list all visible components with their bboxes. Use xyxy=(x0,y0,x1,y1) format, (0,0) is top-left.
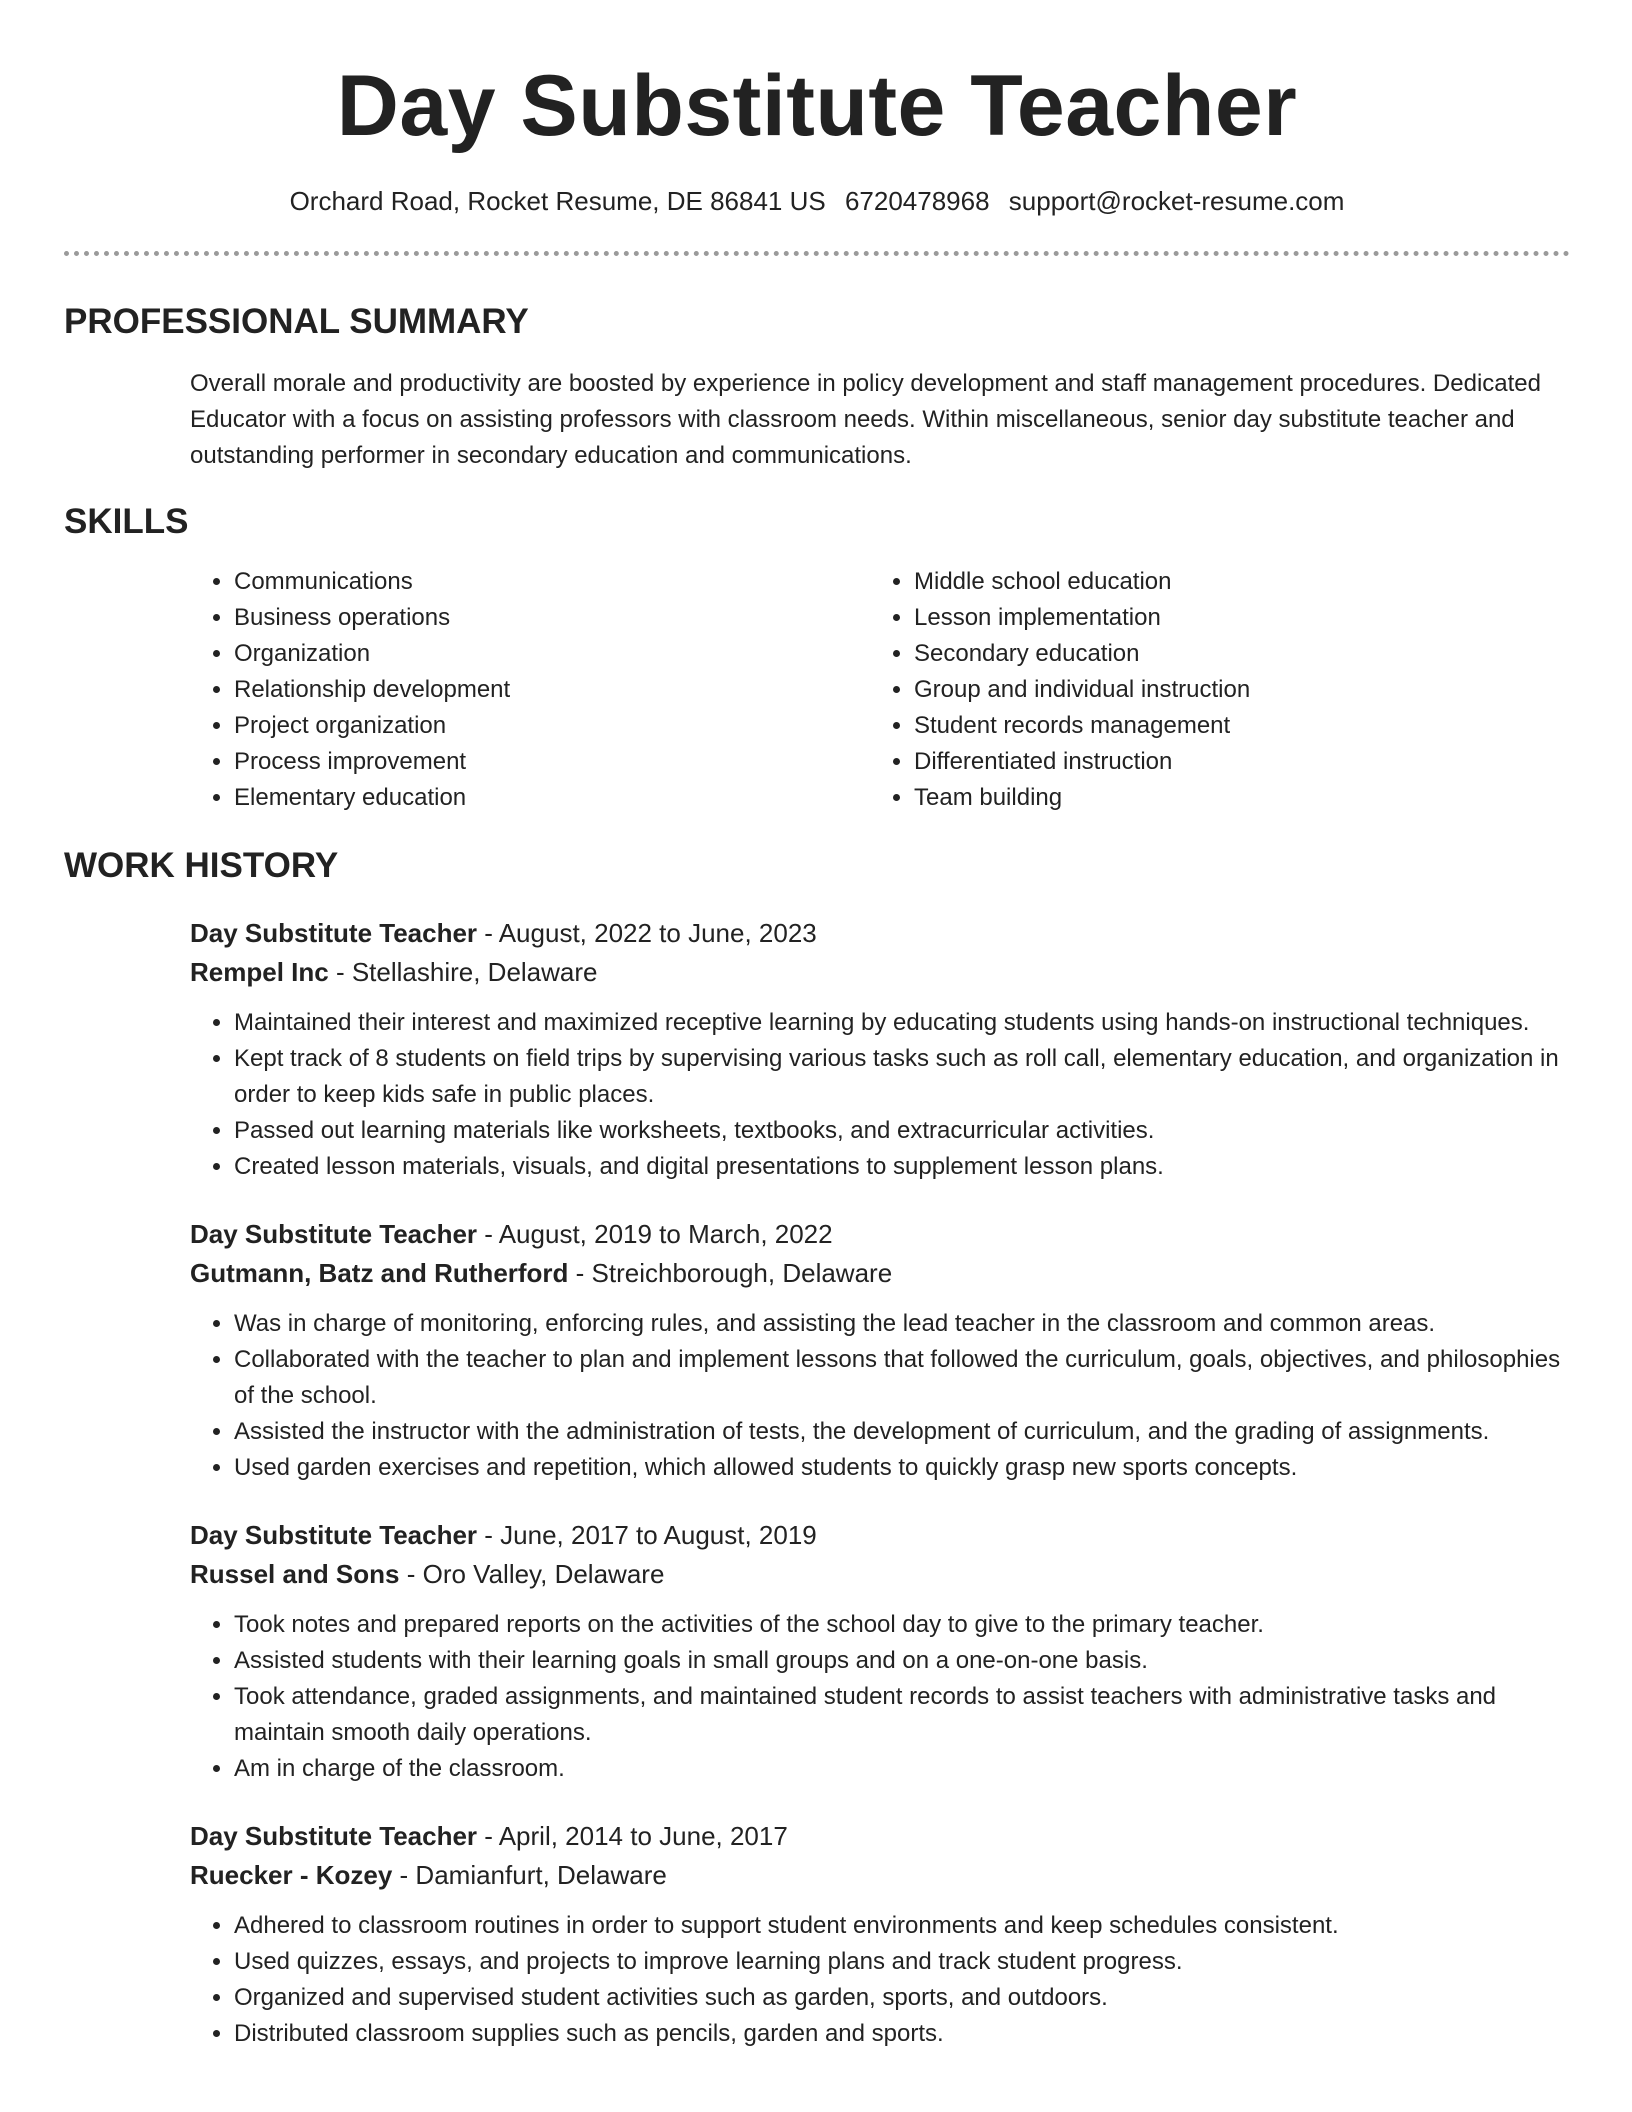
skill-item: • Business operations xyxy=(234,600,870,636)
job-bullet: • Was in charge of monitoring, enforcing rules, and assisting the lead teacher in the classroom and common areas. xyxy=(234,1306,1570,1342)
job-bullet: • Took notes and prepared reports on the activities of the school day to give to the primary teacher. xyxy=(234,1607,1570,1643)
job-bullet: • Kept track of 8 students on field trips by supervising various tasks such as roll call, elementary education, and organization in order to keep kids safe in public places. xyxy=(234,1041,1570,1113)
job-title-line xyxy=(190,1516,1570,1554)
work-history-heading: WORK HISTORY xyxy=(64,846,339,885)
job-company-line xyxy=(190,1254,1570,1292)
contact-line xyxy=(64,184,1570,218)
job-title-line xyxy=(190,914,1570,952)
skills-grid xyxy=(190,564,1570,816)
job-bullet: • Assisted students with their learning goals in small groups and on a one-on-one basis. xyxy=(234,1643,1570,1679)
skill-item: • Relationship development xyxy=(234,672,870,708)
job-bullet: • Passed out learning materials like worksheets, textbooks, and extracurricular activities. xyxy=(234,1113,1570,1149)
job-company: Rempel Inc xyxy=(190,957,329,987)
skill-item: • Lesson implementation xyxy=(914,600,1550,636)
job-dates: - April, 2014 to June, 2017 xyxy=(477,1821,788,1851)
skill-item: • Elementary education xyxy=(234,780,870,816)
skill-item: • Communications xyxy=(234,564,870,600)
job-entry xyxy=(190,1817,1570,2052)
skill-item: • Project organization xyxy=(234,708,870,744)
contact-phone: 6720478968 xyxy=(844,186,990,216)
job-location: - Stellashire, Delaware xyxy=(328,957,598,987)
job-title: Day Substitute Teacher xyxy=(190,1520,478,1550)
skill-item: • Process improvement xyxy=(234,744,870,780)
skills-column-right xyxy=(870,564,1550,816)
skill-item: • Secondary education xyxy=(914,636,1550,672)
skill-item: • Team building xyxy=(914,780,1550,816)
skills-column-left xyxy=(190,564,870,816)
job-entry xyxy=(190,1516,1570,1787)
job-company-line xyxy=(190,953,1570,991)
job-entry xyxy=(190,1215,1570,1486)
job-bullet: • Assisted the instructor with the administration of tests, the development of curriculum, and the grading of assignments. xyxy=(234,1414,1570,1450)
job-company-line xyxy=(190,1856,1570,1894)
section-summary xyxy=(64,300,1570,474)
job-bullet: • Adhered to classroom routines in order to support student environments and keep schedules consistent. xyxy=(234,1908,1570,1944)
section-skills xyxy=(64,500,1570,816)
job-company: Ruecker - Kozey xyxy=(190,1860,393,1890)
job-title: Day Substitute Teacher xyxy=(190,1219,478,1249)
job-bullet: • Created lesson materials, visuals, and digital presentations to supplement lesson plans. xyxy=(234,1149,1570,1185)
resume-page xyxy=(64,0,1570,2052)
skill-item: • Group and individual instruction xyxy=(914,672,1550,708)
job-bullet: • Maintained their interest and maximized receptive learning by educating students using hands-on instructional techniques. xyxy=(234,1005,1570,1041)
job-bullet: • Distributed classroom supplies such as pencils, garden and sports. xyxy=(234,2016,1570,2052)
job-company: Gutmann, Batz and Rutherford xyxy=(190,1258,569,1288)
job-bullets xyxy=(190,1607,1570,1787)
skill-item: • Middle school education xyxy=(914,564,1550,600)
job-title: Day Substitute Teacher xyxy=(190,1821,478,1851)
job-bullets xyxy=(190,1908,1570,2052)
job-bullet: • Am in charge of the classroom. xyxy=(234,1751,1570,1787)
job-dates: - June, 2017 to August, 2019 xyxy=(477,1520,817,1550)
header-divider xyxy=(64,251,1570,256)
job-bullets xyxy=(190,1306,1570,1486)
resume-name: Day Substitute Teacher xyxy=(336,58,1298,154)
skill-item: • Student records management xyxy=(914,708,1550,744)
job-location: - Damianfurt, Delaware xyxy=(392,1860,667,1890)
summary-heading: PROFESSIONAL SUMMARY xyxy=(64,302,529,341)
job-location: - Streichborough, Delaware xyxy=(568,1258,893,1288)
skill-item: • Differentiated instruction xyxy=(914,744,1550,780)
contact-email: support@rocket-resume.com xyxy=(1008,186,1345,216)
job-bullet: • Used garden exercises and repetition, which allowed students to quickly grasp new sports concepts. xyxy=(234,1450,1570,1486)
job-bullet: • Took attendance, graded assignments, and maintained student records to assist teachers with administrative tasks and maintain smooth daily operations. xyxy=(234,1679,1570,1751)
skills-heading: SKILLS xyxy=(64,502,189,541)
summary-text: Overall morale and productivity are boosted by experience in policy development and staff management procedures. Dedicated Educator with a focus on assisting professors with classroom needs. Within miscellaneous, senior day substitute teacher and outstanding performer in secondary education and communications. xyxy=(190,370,1541,469)
job-title-line xyxy=(190,1215,1570,1253)
job-company: Russel and Sons xyxy=(190,1559,400,1589)
job-dates: - August, 2019 to March, 2022 xyxy=(477,1219,833,1249)
skill-item: • Organization xyxy=(234,636,870,672)
job-bullets xyxy=(190,1005,1570,1185)
job-title: Day Substitute Teacher xyxy=(190,918,478,948)
job-location: - Oro Valley, Delaware xyxy=(399,1559,665,1589)
job-title-line xyxy=(190,1817,1570,1855)
job-company-line xyxy=(190,1555,1570,1593)
job-dates: - August, 2022 to June, 2023 xyxy=(477,918,817,948)
contact-address: Orchard Road, Rocket Resume, DE 86841 US xyxy=(289,186,826,216)
job-entry xyxy=(190,914,1570,1185)
section-work-history xyxy=(64,844,1570,2052)
job-bullet: • Organized and supervised student activities such as garden, sports, and outdoors. xyxy=(234,1980,1570,2016)
job-bullet: • Collaborated with the teacher to plan and implement lessons that followed the curriculum, goals, objectives, and philosophies of the school. xyxy=(234,1342,1570,1414)
job-bullet: • Used quizzes, essays, and projects to improve learning plans and track student progress. xyxy=(234,1944,1570,1980)
